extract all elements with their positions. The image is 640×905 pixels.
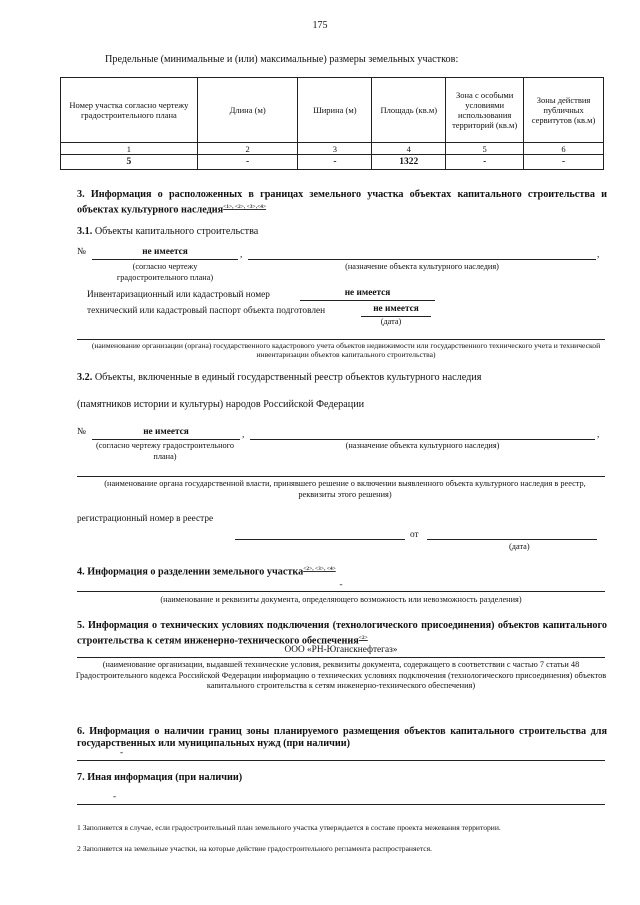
section-5-caption: (наименование организации, выдавшей технические условия, реквизиты документа, содержащего в соответствии с частью 7 статьи 48 Градостроительного кодекса Российской Федерации информацию о технических условиях подключения (технологического присоединения) объектов капитального строительства к сетям инженерно-технического обеспечения) <box>75 660 607 690</box>
registration-label: регистрационный номер в реестре <box>77 514 214 524</box>
section-4-heading-text: 4. Информация о разделении земельного участка <box>77 566 304 578</box>
section-6-value: - <box>120 748 124 758</box>
date-caption: (дата) <box>380 317 402 326</box>
subsection-3-2-line2: (памятников истории и культуры) народов Российской Федерации <box>77 399 365 410</box>
section-5-value: ООО «РН-Юганскнефтегаз» <box>284 645 398 655</box>
table-cell: - <box>524 155 604 170</box>
no-sign: № <box>77 427 86 437</box>
table-cell: - <box>197 155 298 170</box>
purpose-caption: (назначение объекта культурного наследия) <box>345 262 499 271</box>
table-header-cell: Ширина (м) <box>298 78 372 143</box>
table-row <box>61 155 604 170</box>
table-cell: 2 <box>197 143 298 155</box>
section-5-refs: <2> <box>358 635 368 641</box>
subsection-3-1-title: Объекты капитального строительства <box>94 226 259 237</box>
inventory-value: не имеется <box>344 288 391 298</box>
section-6-heading: 6. Информация о наличии границ зоны планируемого размещения объектов капитального строительства для государственных или муниципальных нужд (при наличии) <box>77 726 607 749</box>
purpose-caption: (назначение объекта культурного наследия) <box>345 441 500 450</box>
object-number-value: не имеется <box>143 427 189 437</box>
authority-caption: (наименование органа государственной власти, принявшего решение о включении выявленного объекта культурного наследия в реестр, реквизиты этого решения) <box>104 479 586 499</box>
object-number-value: не имеется <box>142 247 188 257</box>
section-3-refs: <1>, <2>, <3>,<4> <box>223 204 267 210</box>
section-4-refs: <2>, <3>, <4> <box>303 566 336 572</box>
subsection-3-1-number: 3.1. <box>77 226 93 237</box>
table-cell: 4 <box>372 143 446 155</box>
section-3-heading <box>77 189 607 216</box>
subsection-3-2 <box>77 372 481 383</box>
footnote-1: 1 Заполняется в случае, если градостроительный план земельного участка утверждается в составе проекта межевания территории. <box>77 823 501 832</box>
section-4-value: - <box>339 580 343 590</box>
table-header-cell: Зона с особыми условиями использования территорий (кв.м) <box>446 78 524 143</box>
subsection-3-2-line1: Объекты, включенные в единый государственный реестр объектов культурного наследия <box>94 372 482 383</box>
drawing-caption: (согласно чертежу градостроительного плана) <box>116 262 214 282</box>
section-3-heading-text: 3. Информация о расположенных в границах земельного участка объектах капитального строительства и объектах культурного наследия <box>77 189 607 216</box>
table-number-row <box>61 143 604 155</box>
table-cell: - <box>298 155 372 170</box>
org-caption: (наименование организации (органа) государственного кадастрового учета объектов недвижимости или государственного технического учета и технической инвентаризации объектов капитального строительства) <box>91 341 601 360</box>
footnote-2: 2 Заполняется на земельные участки, на которые действие градостроительного регламента распространяется. <box>77 844 433 853</box>
section-7-value: - <box>113 792 117 802</box>
subsection-3-2-number: 3.2. <box>77 372 93 383</box>
sizes-heading: Предельные (минимальные и (или) максимальные) размеры земельных участков: <box>105 54 459 65</box>
table-header-cell: Площадь (кв.м) <box>372 78 446 143</box>
table-header-row <box>61 78 604 143</box>
plot-sizes-table <box>60 77 604 170</box>
table-header-cell: Номер участка согласно чертежу градостроительного плана <box>61 78 198 143</box>
no-sign: № <box>77 247 86 257</box>
passport-label: технический или кадастровый паспорт объекта подготовлен <box>87 306 326 316</box>
table-cell: - <box>446 155 524 170</box>
section-7-heading: 7. Иная информация (при наличии) <box>77 772 243 783</box>
section-5-heading <box>77 620 607 647</box>
subsection-3-1 <box>77 226 258 237</box>
date-caption: (дата) <box>509 542 530 551</box>
section-4-caption: (наименование и реквизиты документа, определяющего возможность или невозможность разделения) <box>160 595 522 604</box>
page-number: 175 <box>312 20 328 31</box>
section-4-heading <box>77 566 336 577</box>
table-cell: 3 <box>298 143 372 155</box>
comma: , <box>597 430 600 440</box>
inventory-label: Инвентаризационный или кадастровый номер <box>87 290 270 300</box>
table-header-cell: Зоны действия публичных сервитутов (кв.м) <box>524 78 604 143</box>
from-label: от <box>410 530 419 540</box>
comma: , <box>240 250 243 260</box>
table-cell: 1322 <box>372 155 446 170</box>
section-5-heading-text: 5. Информация о технических условиях подключения (технологического присоединения) объектов капитального строительства к сетям инженерно-технического обеспечения <box>77 620 607 647</box>
table-cell: 5 <box>61 155 198 170</box>
table-header-cell: Длина (м) <box>197 78 298 143</box>
table-cell: 6 <box>524 143 604 155</box>
comma: , <box>242 430 245 440</box>
passport-value: не имеется <box>373 304 419 314</box>
table-cell: 5 <box>446 143 524 155</box>
table-cell: 1 <box>61 143 198 155</box>
comma: , <box>597 250 600 260</box>
drawing-caption: (согласно чертежу градостроительного плана) <box>95 441 235 461</box>
